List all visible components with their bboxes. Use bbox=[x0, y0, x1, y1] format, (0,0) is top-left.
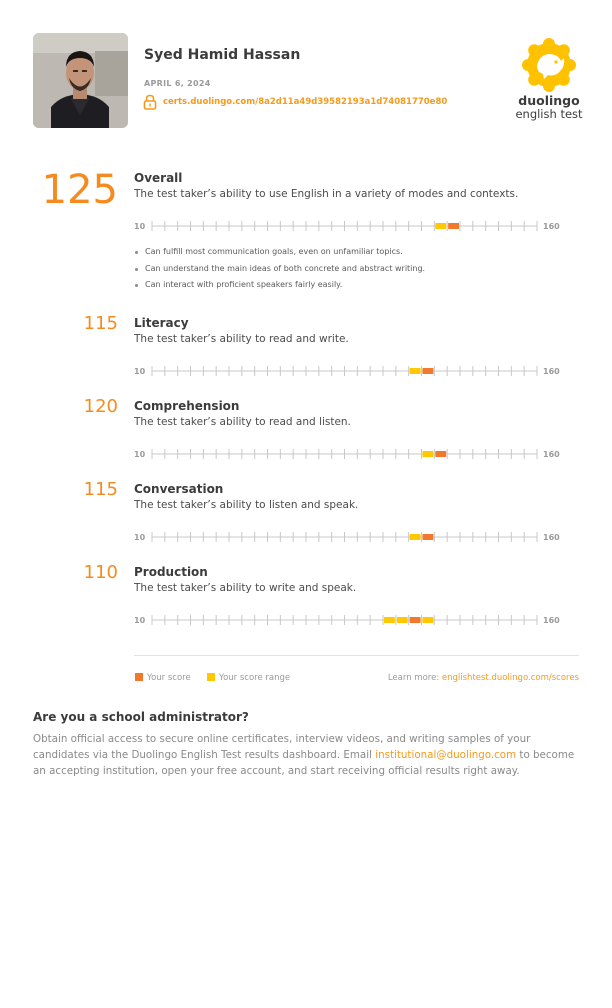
overall-score-scale bbox=[134, 219, 561, 233]
conversation-score: 115 bbox=[83, 479, 118, 500]
overall-range-segment bbox=[435, 223, 446, 229]
literacy-title: Literacy bbox=[134, 316, 189, 330]
admin-paragraph bbox=[33, 731, 581, 779]
conversation-description: The test taker’s ability to listen and speak. bbox=[134, 499, 359, 511]
conversation-scale-graphic bbox=[134, 530, 561, 544]
production-title: Production bbox=[134, 565, 208, 579]
production-range-segment bbox=[397, 617, 408, 623]
overall-scale-graphic bbox=[134, 219, 561, 233]
descriptor-item: Can understand the main ideas of both concrete and abstract writing. bbox=[134, 261, 425, 278]
production-range-segment bbox=[423, 617, 434, 623]
comprehension-score-marker bbox=[435, 451, 446, 457]
test-date: APRIL 6, 2024 bbox=[144, 79, 211, 88]
production-score: 110 bbox=[83, 562, 118, 583]
descriptor-item: Can interact with proficient speakers fairly easily. bbox=[134, 277, 425, 294]
learn-more-link[interactable]: englishtest.duolingo.com/scores bbox=[441, 673, 579, 683]
score-legend bbox=[135, 673, 579, 685]
comprehension-score-scale bbox=[134, 447, 561, 461]
legend-your-score bbox=[135, 673, 191, 683]
overall-scale-max-label: 160 bbox=[543, 222, 560, 231]
conversation-title: Conversation bbox=[134, 482, 224, 496]
admin-text-before: Obtain official access to secure online certificates, interview videos, and writing samples of your candidates via the Duolingo English Test results dashboard. Email bbox=[33, 733, 531, 761]
overall-scale-min-label: 10 bbox=[134, 222, 146, 231]
production-range-segment bbox=[384, 617, 395, 623]
legend-range-label: Your score range bbox=[219, 673, 291, 683]
candidate-photo-image bbox=[33, 33, 128, 128]
legend-score-swatch bbox=[135, 673, 143, 681]
production-scale-graphic bbox=[134, 613, 561, 627]
overall-title: Overall bbox=[134, 171, 183, 185]
lock-icon bbox=[143, 94, 157, 110]
production-scale-max-label: 160 bbox=[543, 616, 560, 625]
comprehension-description: The test taker’s ability to read and listen. bbox=[134, 416, 351, 428]
admin-text-after: to become an accepting institution, open your free account, and start receiving official results right away. bbox=[33, 749, 575, 777]
comprehension-title: Comprehension bbox=[134, 399, 240, 413]
comprehension-score: 120 bbox=[83, 396, 118, 417]
overall-description: The test taker’s ability to use English in a variety of modes and contexts. bbox=[134, 188, 519, 200]
production-score-scale bbox=[134, 613, 561, 627]
literacy-scale-graphic bbox=[134, 364, 561, 378]
learn-more-label: Learn more: bbox=[387, 673, 440, 683]
overall-score: 125 bbox=[41, 167, 118, 213]
literacy-range-segment bbox=[410, 368, 421, 374]
logo-subbrand-text: english test bbox=[515, 107, 583, 121]
duolingo-english-test-logo bbox=[509, 37, 589, 129]
literacy-description: The test taker’s ability to read and write. bbox=[134, 333, 349, 345]
candidate-photo bbox=[33, 33, 128, 128]
descriptor-item: Can fulfill most communication goals, even on unfamiliar topics. bbox=[134, 244, 425, 261]
conversation-scale-min-label: 10 bbox=[134, 533, 146, 542]
learn-more bbox=[388, 673, 579, 683]
literacy-scale-max-label: 160 bbox=[543, 367, 560, 376]
production-description: The test taker’s ability to write and speak. bbox=[134, 582, 357, 594]
conversation-score-scale bbox=[134, 530, 561, 544]
legend-divider bbox=[134, 655, 579, 656]
literacy-scale-min-label: 10 bbox=[134, 367, 146, 376]
legend-your-score-label: Your score bbox=[147, 673, 191, 683]
production-score-marker bbox=[410, 617, 421, 623]
conversation-range-segment bbox=[410, 534, 421, 540]
certificate-link-row[interactable] bbox=[143, 94, 447, 110]
legend-your-score-range bbox=[207, 673, 290, 683]
logo-brand-text: duolingo bbox=[518, 93, 580, 108]
admin-heading: Are you a school administrator? bbox=[33, 710, 249, 724]
comprehension-range-segment bbox=[423, 451, 434, 457]
production-scale-min-label: 10 bbox=[134, 616, 146, 625]
comprehension-scale-min-label: 10 bbox=[134, 450, 146, 459]
conversation-scale-max-label: 160 bbox=[543, 533, 560, 542]
institutional-email-link[interactable]: institutional@duolingo.com bbox=[375, 749, 517, 761]
overall-descriptor-list bbox=[134, 244, 425, 294]
duolingo-badge-icon bbox=[521, 37, 577, 93]
certificate-header bbox=[33, 33, 581, 133]
literacy-score: 115 bbox=[83, 313, 118, 334]
legend-range-swatch bbox=[207, 673, 215, 681]
literacy-score-marker bbox=[423, 368, 434, 374]
candidate-name: Syed Hamid Hassan bbox=[144, 47, 301, 63]
overall-score-marker bbox=[448, 223, 459, 229]
conversation-score-marker bbox=[423, 534, 434, 540]
comprehension-scale-graphic bbox=[134, 447, 561, 461]
literacy-score-scale bbox=[134, 364, 561, 378]
comprehension-scale-max-label: 160 bbox=[543, 450, 560, 459]
certificate-link[interactable]: certs.duolingo.com/8a2d11a49d39582193a1d74081770e80 bbox=[163, 97, 448, 107]
